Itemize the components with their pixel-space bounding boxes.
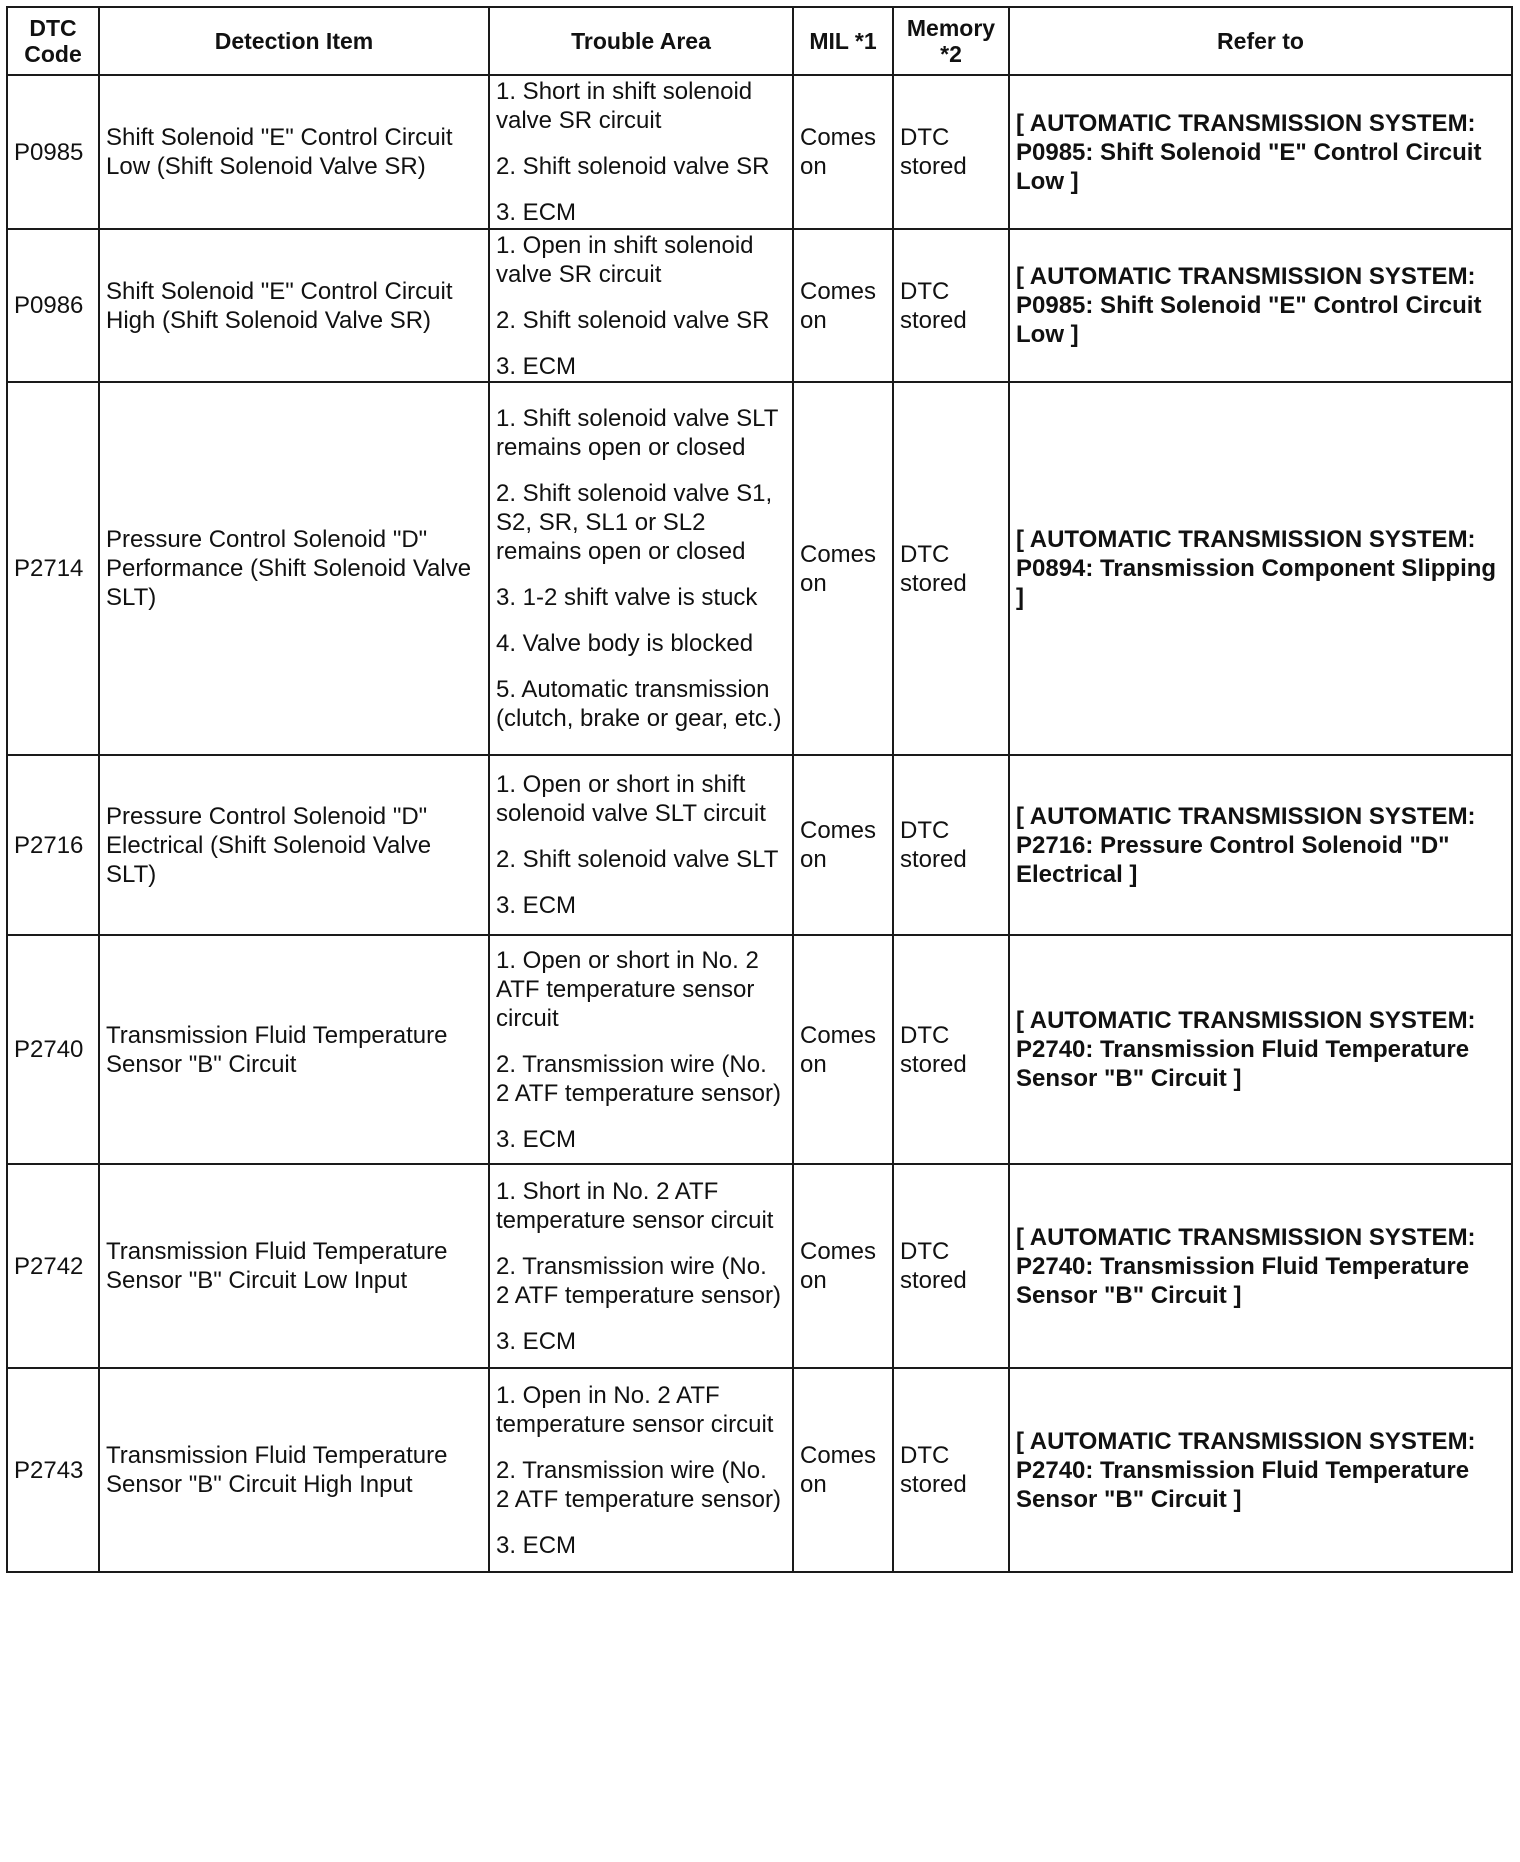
trouble-area-item: 3. ECM bbox=[496, 1531, 577, 1559]
refer-to-cell: [ AUTOMATIC TRANSMISSION SYSTEM: P2740: Transmission Fluid Temperature Sensor "B" Circuit ] bbox=[1009, 1164, 1512, 1368]
memory-cell: DTC stored bbox=[893, 75, 1009, 229]
trouble-area-item: 2. Shift solenoid valve SR bbox=[496, 153, 770, 180]
trouble-area-item: 1. Open or short in No. 2 ATF temperature sensor circuit bbox=[496, 946, 759, 1032]
refer-to-cell: [ AUTOMATIC TRANSMISSION SYSTEM: P2740: Transmission Fluid Temperature Sensor "B" Circuit ] bbox=[1009, 1368, 1512, 1572]
detection-item-cell: Pressure Control Solenoid "D" Electrical (Shift Solenoid Valve SLT) bbox=[99, 755, 489, 935]
header-refer-to: Refer to bbox=[1009, 7, 1512, 75]
table-row bbox=[7, 1164, 1512, 1368]
table-row bbox=[7, 935, 1512, 1164]
table-row bbox=[7, 75, 1512, 229]
mil-cell: Comes on bbox=[793, 229, 893, 382]
trouble-area-item: 2. Transmission wire (No. 2 ATF temperature sensor) bbox=[496, 1456, 781, 1513]
refer-to-cell: [ AUTOMATIC TRANSMISSION SYSTEM: P2716: Pressure Control Solenoid "D" Electrical ] bbox=[1009, 755, 1512, 935]
memory-cell: DTC stored bbox=[893, 382, 1009, 755]
trouble-area-item: 2. Shift solenoid valve SR bbox=[496, 306, 770, 334]
mil-cell: Comes on bbox=[793, 75, 893, 229]
detection-item-cell: Transmission Fluid Temperature Sensor "B" Circuit High Input bbox=[99, 1368, 489, 1572]
dtc-table bbox=[6, 6, 1513, 1573]
dtc-code-cell: P2742 bbox=[7, 1164, 99, 1368]
trouble-area-item: 2. Shift solenoid valve S1, S2, SR, SL1 or SL2 remains open or closed bbox=[496, 480, 773, 565]
trouble-area-item: 2. Shift solenoid valve SLT bbox=[496, 846, 779, 873]
table-row bbox=[7, 755, 1512, 935]
refer-to-cell: [ AUTOMATIC TRANSMISSION SYSTEM: P0985: Shift Solenoid "E" Control Circuit Low ] bbox=[1009, 229, 1512, 382]
trouble-area-item: 2. Transmission wire (No. 2 ATF temperature sensor) bbox=[496, 1252, 781, 1309]
trouble-area-item: 1. Open in shift solenoid valve SR circuit bbox=[496, 231, 754, 288]
refer-to-cell: [ AUTOMATIC TRANSMISSION SYSTEM: P0894: Transmission Component Slipping ] bbox=[1009, 382, 1512, 755]
table-row bbox=[7, 382, 1512, 755]
header-dtc-code: DTC Code bbox=[7, 7, 99, 75]
trouble-area-item: 2. Transmission wire (No. 2 ATF temperature sensor) bbox=[496, 1050, 781, 1107]
mil-cell: Comes on bbox=[793, 935, 893, 1164]
trouble-area-cell bbox=[489, 75, 793, 229]
table-row bbox=[7, 1368, 1512, 1572]
refer-to-cell: [ AUTOMATIC TRANSMISSION SYSTEM: P0985: Shift Solenoid "E" Control Circuit Low ] bbox=[1009, 75, 1512, 229]
trouble-area-cell bbox=[489, 1368, 793, 1572]
trouble-area-item: 1. Short in No. 2 ATF temperature sensor circuit bbox=[496, 1177, 774, 1234]
mil-cell: Comes on bbox=[793, 1368, 893, 1572]
header-mil: MIL *1 bbox=[793, 7, 893, 75]
dtc-code-cell: P2740 bbox=[7, 935, 99, 1164]
trouble-area-cell bbox=[489, 755, 793, 935]
trouble-area-item: 1. Shift solenoid valve SLT remains open or closed bbox=[496, 405, 778, 461]
table-header-row bbox=[7, 7, 1512, 75]
dtc-code-cell: P2714 bbox=[7, 382, 99, 755]
detection-item-cell: Shift Solenoid "E" Control Circuit Low (Shift Solenoid Valve SR) bbox=[99, 75, 489, 229]
mil-cell: Comes on bbox=[793, 755, 893, 935]
memory-cell: DTC stored bbox=[893, 935, 1009, 1164]
memory-cell: DTC stored bbox=[893, 1164, 1009, 1368]
detection-item-cell: Transmission Fluid Temperature Sensor "B" Circuit bbox=[99, 935, 489, 1164]
dtc-code-cell: P0986 bbox=[7, 229, 99, 382]
trouble-area-item: 5. Automatic transmission (clutch, brake or gear, etc.) bbox=[496, 676, 782, 732]
trouble-area-item: 1. Open or short in shift solenoid valve SLT circuit bbox=[496, 771, 766, 827]
mil-cell: Comes on bbox=[793, 382, 893, 755]
detection-item-cell: Transmission Fluid Temperature Sensor "B" Circuit Low Input bbox=[99, 1164, 489, 1368]
memory-cell: DTC stored bbox=[893, 755, 1009, 935]
trouble-area-item: 3. ECM bbox=[496, 1125, 577, 1153]
table-row bbox=[7, 229, 1512, 382]
trouble-area-item: 1. Open in No. 2 ATF temperature sensor circuit bbox=[496, 1381, 774, 1438]
trouble-area-cell bbox=[489, 1164, 793, 1368]
trouble-area-item: 3. 1-2 shift valve is stuck bbox=[496, 584, 758, 611]
header-detection-item: Detection Item bbox=[99, 7, 489, 75]
trouble-area-item: 1. Short in shift solenoid valve SR circuit bbox=[496, 78, 753, 134]
trouble-area-cell bbox=[489, 229, 793, 382]
memory-cell: DTC stored bbox=[893, 1368, 1009, 1572]
dtc-code-cell: P0985 bbox=[7, 75, 99, 229]
trouble-area-item: 3. ECM bbox=[496, 199, 577, 226]
header-memory: Memory *2 bbox=[893, 7, 1009, 75]
trouble-area-item: 3. ECM bbox=[496, 892, 577, 919]
trouble-area-item: 3. ECM bbox=[496, 1327, 577, 1355]
refer-to-cell: [ AUTOMATIC TRANSMISSION SYSTEM: P2740: Transmission Fluid Temperature Sensor "B" Circuit ] bbox=[1009, 935, 1512, 1164]
dtc-code-cell: P2743 bbox=[7, 1368, 99, 1572]
memory-cell: DTC stored bbox=[893, 229, 1009, 382]
dtc-code-cell: P2716 bbox=[7, 755, 99, 935]
detection-item-cell: Pressure Control Solenoid "D" Performance (Shift Solenoid Valve SLT) bbox=[99, 382, 489, 755]
trouble-area-cell bbox=[489, 935, 793, 1164]
table-body bbox=[7, 75, 1512, 1572]
trouble-area-item: 4. Valve body is blocked bbox=[496, 630, 754, 657]
mil-cell: Comes on bbox=[793, 1164, 893, 1368]
trouble-area-cell bbox=[489, 382, 793, 755]
trouble-area-item: 3. ECM bbox=[496, 352, 577, 380]
detection-item-cell: Shift Solenoid "E" Control Circuit High (Shift Solenoid Valve SR) bbox=[99, 229, 489, 382]
header-trouble-area: Trouble Area bbox=[489, 7, 793, 75]
